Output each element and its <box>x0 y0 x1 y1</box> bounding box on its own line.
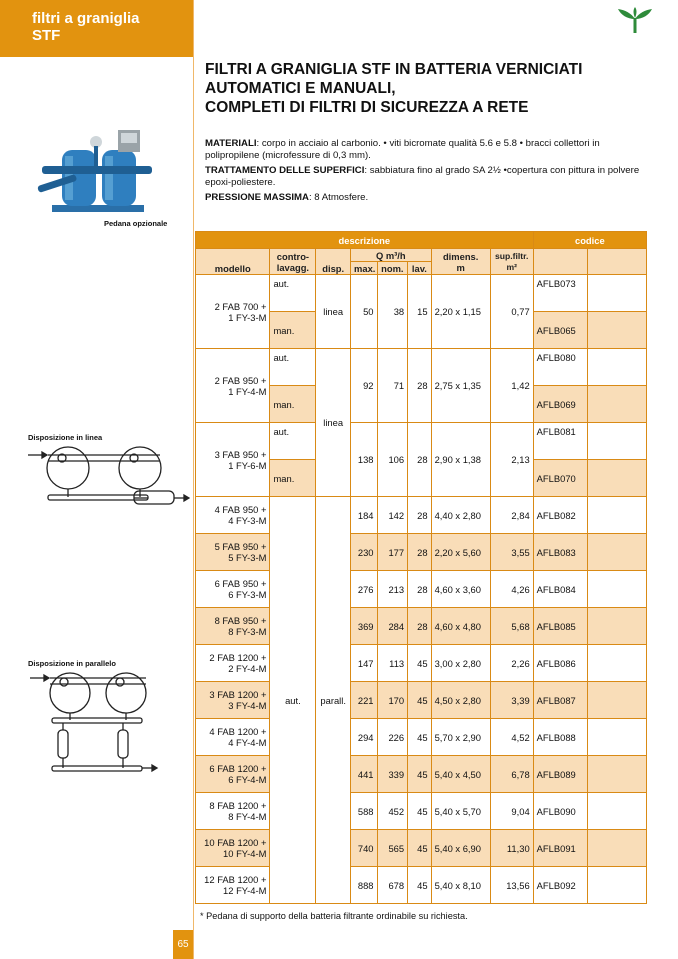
header-disp: disp. <box>316 249 351 275</box>
sup-cell: 6,78 <box>490 756 533 793</box>
specs-block <box>205 138 645 207</box>
code-cell: AFLB085 <box>533 608 587 645</box>
model-cell <box>196 608 270 645</box>
model-line-1: 2 FAB 950 + <box>214 374 267 386</box>
max-cell: 740 <box>351 830 378 867</box>
model-line-2: 2 FY-4-M <box>228 663 267 674</box>
dim-cell: 5,40 x 5,70 <box>431 793 490 830</box>
model-cell <box>196 349 270 423</box>
max-cell: 276 <box>351 571 378 608</box>
model-cell <box>196 793 270 830</box>
header-nom: nom. <box>377 262 408 275</box>
max-cell: 888 <box>351 867 378 904</box>
model-line-1: 3 FAB 950 + <box>214 448 267 460</box>
sup-cell: 5,68 <box>490 608 533 645</box>
header-dimens-2: m <box>456 261 465 273</box>
nom-cell: 71 <box>377 349 408 423</box>
model-cell <box>196 571 270 608</box>
disp-cell: parall. <box>316 497 351 904</box>
model-line-2: 12 FY-4-M <box>223 885 267 896</box>
materials-label: MATERIALI <box>205 138 257 149</box>
sup-cell: 13,56 <box>490 867 533 904</box>
sup-cell: 2,13 <box>490 423 533 497</box>
model-line-1: 3 FAB 1200 + <box>209 689 267 700</box>
treatment-label: TRATTAMENTO DELLE SUPERFICI <box>205 165 365 176</box>
dim-cell: 5,40 x 8,10 <box>431 867 490 904</box>
code-cell: AFLB090 <box>533 793 587 830</box>
nom-cell: 170 <box>377 682 408 719</box>
table-row <box>196 682 647 719</box>
nom-cell: 339 <box>377 756 408 793</box>
materials-text: : corpo in acciaio al carbonio. • viti bicromate qualità 5.6 e 5.8 • bracci collettori in polipropilene (microfessure di 0,3 mm). <box>205 138 600 161</box>
diagram-parallel-label: Disposizione in parallelo <box>28 659 116 668</box>
code-cell: AFLB089 <box>533 756 587 793</box>
code-cell: AFLB081 <box>533 423 587 460</box>
header-max: max. <box>351 262 378 275</box>
table-row <box>196 423 647 460</box>
header-code-col <box>533 249 587 275</box>
model-cell <box>196 534 270 571</box>
header-blank-col <box>587 249 646 275</box>
nom-cell: 213 <box>377 571 408 608</box>
model-line-2: 10 FY-4-M <box>223 848 267 859</box>
max-cell: 221 <box>351 682 378 719</box>
page-number: 65 <box>173 930 193 959</box>
model-line-1: 6 FAB 950 + <box>214 578 267 589</box>
table-row <box>196 497 647 534</box>
lav-cell: 45 <box>408 867 431 904</box>
header-dimens-1: dimens. <box>442 250 479 262</box>
lav-cell: 28 <box>408 497 431 534</box>
sup-cell: 4,52 <box>490 719 533 756</box>
dim-cell: 2,75 x 1,35 <box>431 349 490 423</box>
max-cell: 230 <box>351 534 378 571</box>
diagram-line-icon <box>28 443 190 513</box>
max-cell: 588 <box>351 793 378 830</box>
title-line-2: AUTOMATICI E MANUALI, <box>205 80 396 97</box>
table-row <box>196 275 647 312</box>
disp-cell: linea <box>316 275 351 349</box>
code-cell: AFLB091 <box>533 830 587 867</box>
model-line-1: 8 FAB 1200 + <box>209 800 267 811</box>
page-title <box>205 60 665 117</box>
sup-cell: 2,84 <box>490 497 533 534</box>
header-codice: codice <box>533 232 646 249</box>
spec-table <box>195 231 647 904</box>
treatment-paragraph <box>205 165 645 189</box>
lav-cell: 28 <box>408 349 431 423</box>
blank-cell <box>587 608 646 645</box>
dim-cell: 5,40 x 6,90 <box>431 830 490 867</box>
lav-cell: 45 <box>408 756 431 793</box>
model-line-2: 4 FY-4-M <box>228 737 267 748</box>
disp-cell: linea <box>316 349 351 497</box>
model-line-1: 12 FAB 1200 + <box>204 874 267 885</box>
lav-cell: 15 <box>408 275 431 349</box>
lav-cell: 45 <box>408 830 431 867</box>
header-controlav-2: lavagg. <box>276 261 310 273</box>
model-line-1: 6 FAB 1200 + <box>209 763 267 774</box>
model-line-2: 8 FY-4-M <box>228 811 267 822</box>
max-cell: 92 <box>351 349 378 423</box>
model-cell <box>196 645 270 682</box>
model-cell <box>196 830 270 867</box>
header-descrizione: descrizione <box>196 232 534 249</box>
table-row <box>196 349 647 386</box>
code-cell: AFLB087 <box>533 682 587 719</box>
header-controlav-1: contro- <box>276 250 310 262</box>
lav-cell: 45 <box>408 719 431 756</box>
blank-cell <box>587 460 646 497</box>
blank-cell <box>587 867 646 904</box>
blank-cell <box>587 534 646 571</box>
nom-cell: 113 <box>377 645 408 682</box>
blank-cell <box>587 386 646 423</box>
sup-cell: 2,26 <box>490 645 533 682</box>
dim-cell: 5,70 x 2,90 <box>431 719 490 756</box>
controlavaggio-cell: man. <box>270 460 316 497</box>
nom-cell: 678 <box>377 867 408 904</box>
pressure-label: PRESSIONE MASSIMA <box>205 192 309 203</box>
controlavaggio-cell: man. <box>270 312 316 349</box>
code-cell: AFLB065 <box>533 312 587 349</box>
footnote: * Pedana di supporto della batteria filtrante ordinabile su richiesta. <box>200 911 468 921</box>
controlavaggio-cell: aut. <box>270 275 316 312</box>
max-cell: 50 <box>351 275 378 349</box>
table-row <box>196 867 647 904</box>
nom-cell: 284 <box>377 608 408 645</box>
code-cell: AFLB086 <box>533 645 587 682</box>
header-sup-2: m² <box>506 261 517 272</box>
model-line-1: 4 FAB 1200 + <box>209 726 267 737</box>
controlavaggio-cell: man. <box>270 386 316 423</box>
table-row <box>196 793 647 830</box>
sup-cell: 0,77 <box>490 275 533 349</box>
table-row <box>196 756 647 793</box>
table-row <box>196 830 647 867</box>
header-modello: modello <box>196 249 270 275</box>
header-controlav <box>270 249 316 275</box>
title-line-3: COMPLETI DI FILTRI DI SICUREZZA A RETE <box>205 99 529 116</box>
code-cell: AFLB070 <box>533 460 587 497</box>
blank-cell <box>587 719 646 756</box>
dim-cell: 4,60 x 4,80 <box>431 608 490 645</box>
code-cell: AFLB069 <box>533 386 587 423</box>
code-cell: AFLB073 <box>533 275 587 312</box>
lav-cell: 45 <box>408 645 431 682</box>
nom-cell: 452 <box>377 793 408 830</box>
dim-cell: 2,20 x 1,15 <box>431 275 490 349</box>
code-cell: AFLB092 <box>533 867 587 904</box>
table-row <box>196 608 647 645</box>
max-cell: 369 <box>351 608 378 645</box>
materials-paragraph <box>205 138 645 162</box>
dim-cell: 2,90 x 1,38 <box>431 423 490 497</box>
section-subtitle: STF <box>32 27 61 44</box>
model-line-2: 6 FY-3-M <box>228 589 267 600</box>
model-line-1: 2 FAB 1200 + <box>209 652 267 663</box>
dim-cell: 4,50 x 2,80 <box>431 682 490 719</box>
controlavaggio-cell: aut. <box>270 423 316 460</box>
dim-cell: 4,40 x 2,80 <box>431 497 490 534</box>
code-cell: AFLB082 <box>533 497 587 534</box>
blank-cell <box>587 571 646 608</box>
dim-cell: 5,40 x 4,50 <box>431 756 490 793</box>
table-row <box>196 645 647 682</box>
model-line-1: 4 FAB 950 + <box>214 504 267 515</box>
diagram-line-label: Disposizione in linea <box>28 433 103 442</box>
max-cell: 441 <box>351 756 378 793</box>
nom-cell: 226 <box>377 719 408 756</box>
brand-logo-icon <box>617 6 653 34</box>
model-cell <box>196 275 270 349</box>
model-line-2: 8 FY-3-M <box>228 626 267 637</box>
sup-cell: 11,30 <box>490 830 533 867</box>
sup-cell: 3,39 <box>490 682 533 719</box>
header-q: Q m³/h <box>351 249 432 262</box>
lav-cell: 28 <box>408 534 431 571</box>
lav-cell: 45 <box>408 793 431 830</box>
model-line-1: 2 FAB 700 + <box>214 300 267 312</box>
model-line-1: 10 FAB 1200 + <box>204 837 267 848</box>
diagram-parallel-icon <box>30 668 160 788</box>
pressure-paragraph <box>205 192 645 204</box>
photo-caption: Pedana opzionale <box>104 219 168 228</box>
pressure-text: : 8 Atmosfere. <box>308 192 369 203</box>
model-cell <box>196 682 270 719</box>
table-row <box>196 719 647 756</box>
sup-cell: 9,04 <box>490 793 533 830</box>
controlavaggio-cell: aut. <box>270 497 316 904</box>
dim-cell: 3,00 x 2,80 <box>431 645 490 682</box>
blank-cell <box>587 830 646 867</box>
code-cell: AFLB084 <box>533 571 587 608</box>
sup-cell: 1,42 <box>490 349 533 423</box>
header-dimens <box>431 249 490 275</box>
code-cell: AFLB080 <box>533 349 587 386</box>
model-line-2: 1 FY-3-M <box>228 311 267 323</box>
header-sup-1: sup.filtr. <box>494 250 529 261</box>
nom-cell: 38 <box>377 275 408 349</box>
blank-cell <box>587 682 646 719</box>
blank-cell <box>587 423 646 460</box>
title-line-1: FILTRI A GRANIGLIA STF IN BATTERIA VERNICIATI <box>205 61 583 78</box>
code-cell: AFLB088 <box>533 719 587 756</box>
header-lav: lav. <box>408 262 431 275</box>
lav-cell: 45 <box>408 682 431 719</box>
model-line-2: 4 FY-3-M <box>228 515 267 526</box>
lav-cell: 28 <box>408 571 431 608</box>
max-cell: 294 <box>351 719 378 756</box>
controlavaggio-cell: aut. <box>270 349 316 386</box>
blank-cell <box>587 645 646 682</box>
blank-cell <box>587 349 646 386</box>
table-row <box>196 571 647 608</box>
model-line-2: 1 FY-4-M <box>228 385 267 397</box>
dim-cell: 4,60 x 3,60 <box>431 571 490 608</box>
blank-cell <box>587 497 646 534</box>
nom-cell: 177 <box>377 534 408 571</box>
model-cell <box>196 497 270 534</box>
model-cell <box>196 756 270 793</box>
model-line-2: 6 FY-4-M <box>228 774 267 785</box>
blank-cell <box>587 756 646 793</box>
max-cell: 138 <box>351 423 378 497</box>
model-cell <box>196 719 270 756</box>
sup-cell: 3,55 <box>490 534 533 571</box>
model-cell <box>196 867 270 904</box>
code-cell: AFLB083 <box>533 534 587 571</box>
blank-cell <box>587 793 646 830</box>
header-sup <box>490 249 533 275</box>
model-cell <box>196 423 270 497</box>
model-line-1: 5 FAB 950 + <box>214 541 267 552</box>
section-tab <box>0 0 193 57</box>
nom-cell: 106 <box>377 423 408 497</box>
blank-cell <box>587 312 646 349</box>
sup-cell: 4,26 <box>490 571 533 608</box>
section-title: filtri a graniglia <box>32 10 140 27</box>
model-line-2: 1 FY-6-M <box>228 459 267 471</box>
nom-cell: 565 <box>377 830 408 867</box>
table-row <box>196 534 647 571</box>
model-line-2: 5 FY-3-M <box>228 552 267 563</box>
nom-cell: 142 <box>377 497 408 534</box>
max-cell: 147 <box>351 645 378 682</box>
left-rule <box>193 0 194 959</box>
lav-cell: 28 <box>408 423 431 497</box>
model-line-2: 3 FY-4-M <box>228 700 267 711</box>
blank-cell <box>587 275 646 312</box>
max-cell: 184 <box>351 497 378 534</box>
lav-cell: 28 <box>408 608 431 645</box>
model-line-1: 8 FAB 950 + <box>214 615 267 626</box>
dim-cell: 2,20 x 5,60 <box>431 534 490 571</box>
product-photo <box>32 120 162 220</box>
treatment-text: : sabbiatura fino al grado SA 2½ •copertura con pittura in polvere epoxi-poliestere. <box>205 165 640 188</box>
